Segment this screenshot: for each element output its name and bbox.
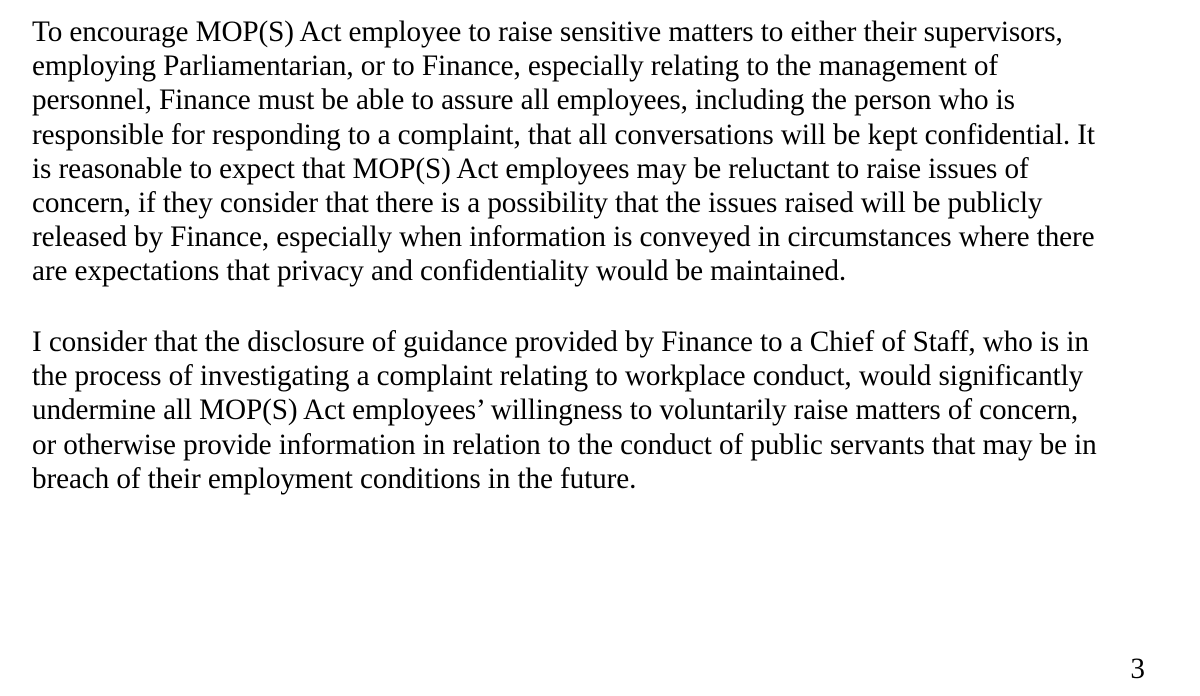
- paragraph-line: is reasonable to expect that MOP(S) Act employees may be reluctant to raise issues of: [32, 152, 1029, 185]
- paragraph-line: personnel, Finance must be able to assure all employees, including the person who is: [32, 84, 1015, 117]
- paragraph-line: concern, if they consider that there is a possibility that the issues raised will be publicly: [32, 187, 1043, 220]
- page-number: 3: [1130, 653, 1145, 685]
- paragraph-line: employing Parliamentarian, or to Finance, especially relating to the management of: [32, 50, 999, 83]
- paragraph-line: or otherwise provide information in relation to the conduct of public servants that may be in: [32, 428, 1097, 461]
- paragraph-confidentiality: [32, 15, 1095, 289]
- paragraph-line: To encourage MOP(S) Act employee to raise sensitive matters to either their supervisors,: [32, 16, 1063, 48]
- paragraph-line: I consider that the disclosure of guidance provided by Finance to a Chief of Staff, who is in: [32, 326, 1089, 358]
- paragraph-line: the process of investigating a complaint relating to workplace conduct, would significantly: [32, 360, 1084, 393]
- paragraph-line: breach of their employment conditions in the future.: [32, 462, 637, 495]
- paragraph-line: undermine all MOP(S) Act employees’ willingness to voluntarily raise matters of concern,: [32, 394, 1079, 427]
- paragraph-line: are expectations that privacy and confidentiality would be maintained.: [32, 255, 847, 288]
- paragraph-line: responsible for responding to a complaint, that all conversations will be kept confidential. It: [32, 118, 1095, 151]
- paragraph-disclosure-consideration: [32, 325, 1097, 496]
- paragraph-line: released by Finance, especially when information is conveyed in circumstances where there: [32, 221, 1095, 254]
